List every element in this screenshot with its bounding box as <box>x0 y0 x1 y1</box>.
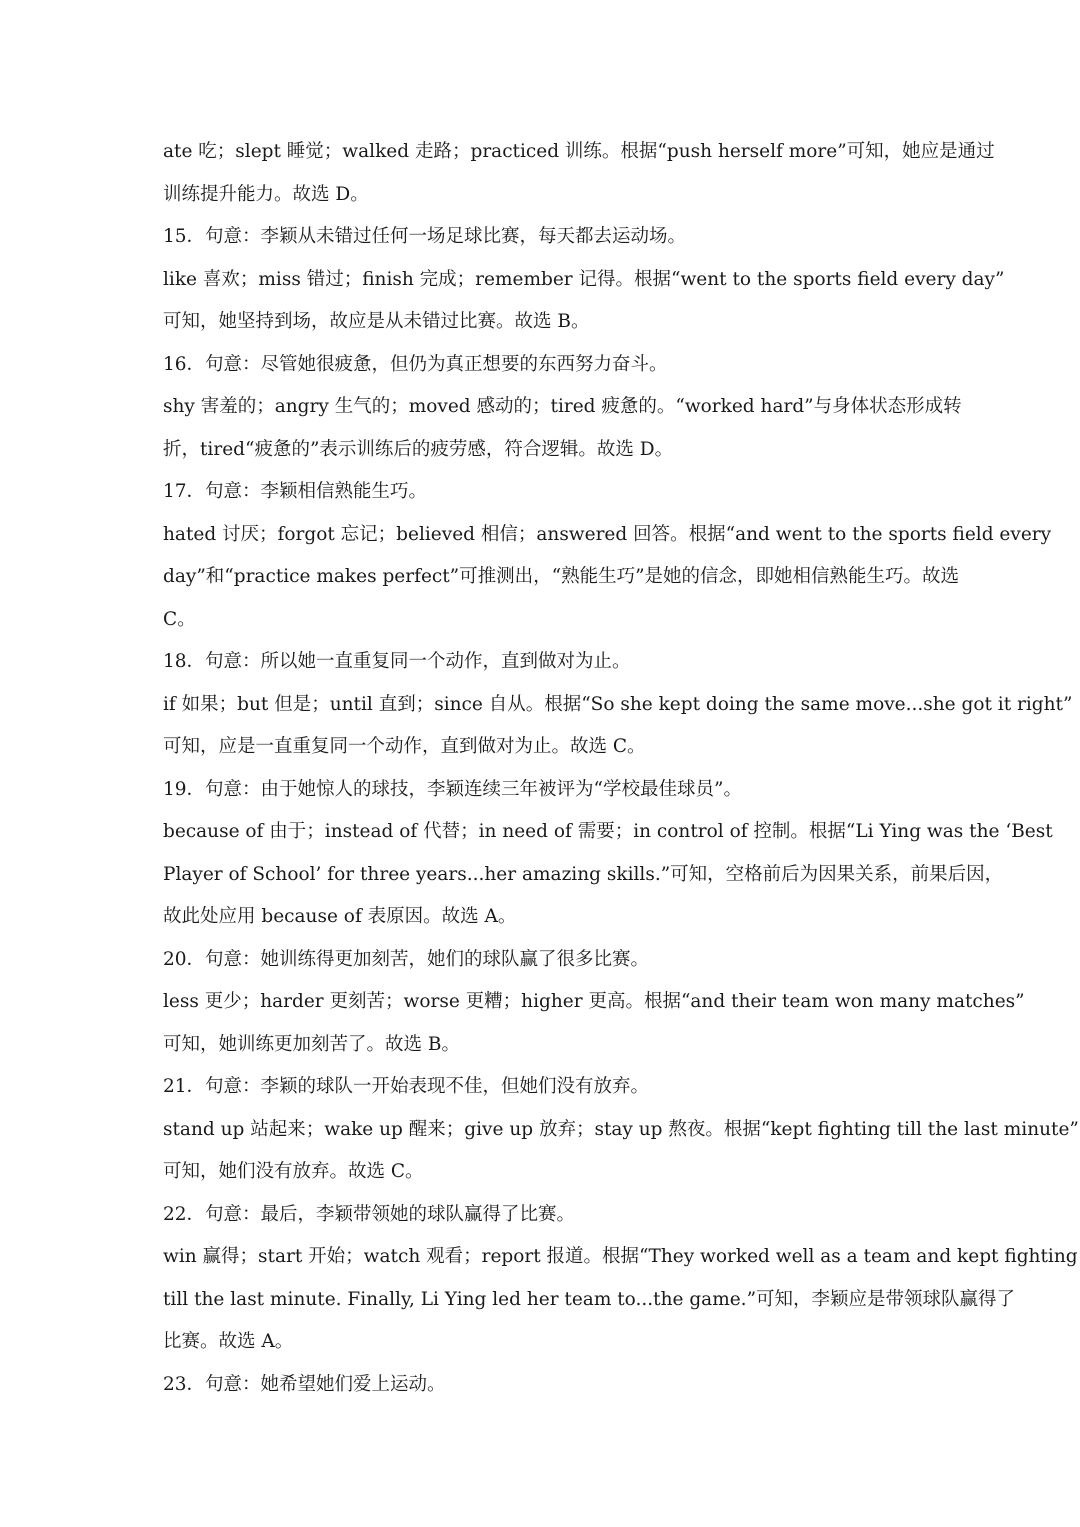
text-line: ate 吃；slept 睡觉；walked 走路；practiced 训练。根据“push herself more”可知，她应是通过 <box>163 141 995 162</box>
text-line: 可知，她训练更加刻苦了。故选 B。 <box>163 1033 460 1055</box>
text-line: stand up 站起来；wake up 醒来；give up 放弃；stay up 熬夜。根据“kept fighting till the last minute” <box>163 1118 1079 1140</box>
text-line: day”和“practice makes perfect”可推测出，“熟能生巧”是她的信念，即她相信熟能生巧。故选 <box>163 566 960 587</box>
text-line: less 更少；harder 更刻苦；worse 更糟；higher 更高。根据“and their team won many matches” <box>163 991 1025 1012</box>
text-line: shy 害羞的；angry 生气的；moved 感动的；tired 疲惫的。“worked hard”与身体状态形成转 <box>163 396 962 417</box>
text-line: 可知，应是一直重复同一个动作，直到做对为止。故选 C。 <box>163 736 646 757</box>
question-20-heading: 20．句意：她训练得更加刻苦，她们的球队赢了很多比赛。 <box>163 948 650 970</box>
question-18-heading: 18．句意：所以她一直重复同一个动作，直到做对为止。 <box>163 651 631 672</box>
question-23-heading: 23．句意：她希望她们爱上运动。 <box>163 1373 446 1395</box>
text-line: 可知，她们没有放弃。故选 C。 <box>163 1161 424 1182</box>
text-line: 可知，她坚持到场，故应是从未错过比赛。故选 B。 <box>163 311 590 332</box>
text-line: because of 由于；instead of 代替；in need of 需要；in control of 控制。根据“Li Ying was the ‘Best <box>163 821 1053 842</box>
text-line: 故此处应用 because of 表原因。故选 A。 <box>163 906 517 927</box>
text-line: if 如果；but 但是；until 直到；since 自从。根据“So she kept doing the same move...she got it right” <box>163 693 1073 715</box>
question-22-heading: 22．句意：最后，李颖带领她的球队赢得了比赛。 <box>163 1203 576 1225</box>
answer-explanations <box>163 131 1079 1406</box>
text-line: till the last minute. Finally, Li Ying led her team to...the game.”可知，李颖应是带领球队赢得了 <box>163 1288 1016 1310</box>
text-line: C。 <box>163 608 196 630</box>
text-line: 训练提升能力。故选 D。 <box>163 183 369 205</box>
text-line: 比赛。故选 A。 <box>163 1331 294 1352</box>
text-line: Player of School’ for three years...her amazing skills.”可知，空格前后为因果关系，前果后因， <box>163 863 1004 885</box>
question-16-heading: 16．句意：尽管她很疲惫，但仍为真正想要的东西努力奋斗。 <box>163 353 668 375</box>
question-17-heading: 17．句意：李颖相信熟能生巧。 <box>163 481 428 502</box>
question-19-heading: 19．句意：由于她惊人的球技，李颖连续三年被评为“学校最佳球员”。 <box>163 778 742 800</box>
text-line: 折，tired“疲惫的”表示训练后的疲劳感，符合逻辑。故选 D。 <box>163 438 674 460</box>
question-15-heading: 15．句意：李颖从未错过任何一场足球比赛，每天都去运动场。 <box>163 226 687 247</box>
text-line: hated 讨厌；forgot 忘记；believed 相信；answered 回答。根据“and went to the sports field every <box>163 523 1052 545</box>
text-line: like 喜欢；miss 错过；finish 完成；remember 记得。根据“went to the sports field every day” <box>163 268 1005 290</box>
text-line: win 赢得；start 开始；watch 观看；report 报道。根据“They worked well as a team and kept fighting <box>163 1246 1078 1267</box>
question-21-heading: 21．句意：李颖的球队一开始表现不佳，但她们没有放弃。 <box>163 1076 650 1097</box>
